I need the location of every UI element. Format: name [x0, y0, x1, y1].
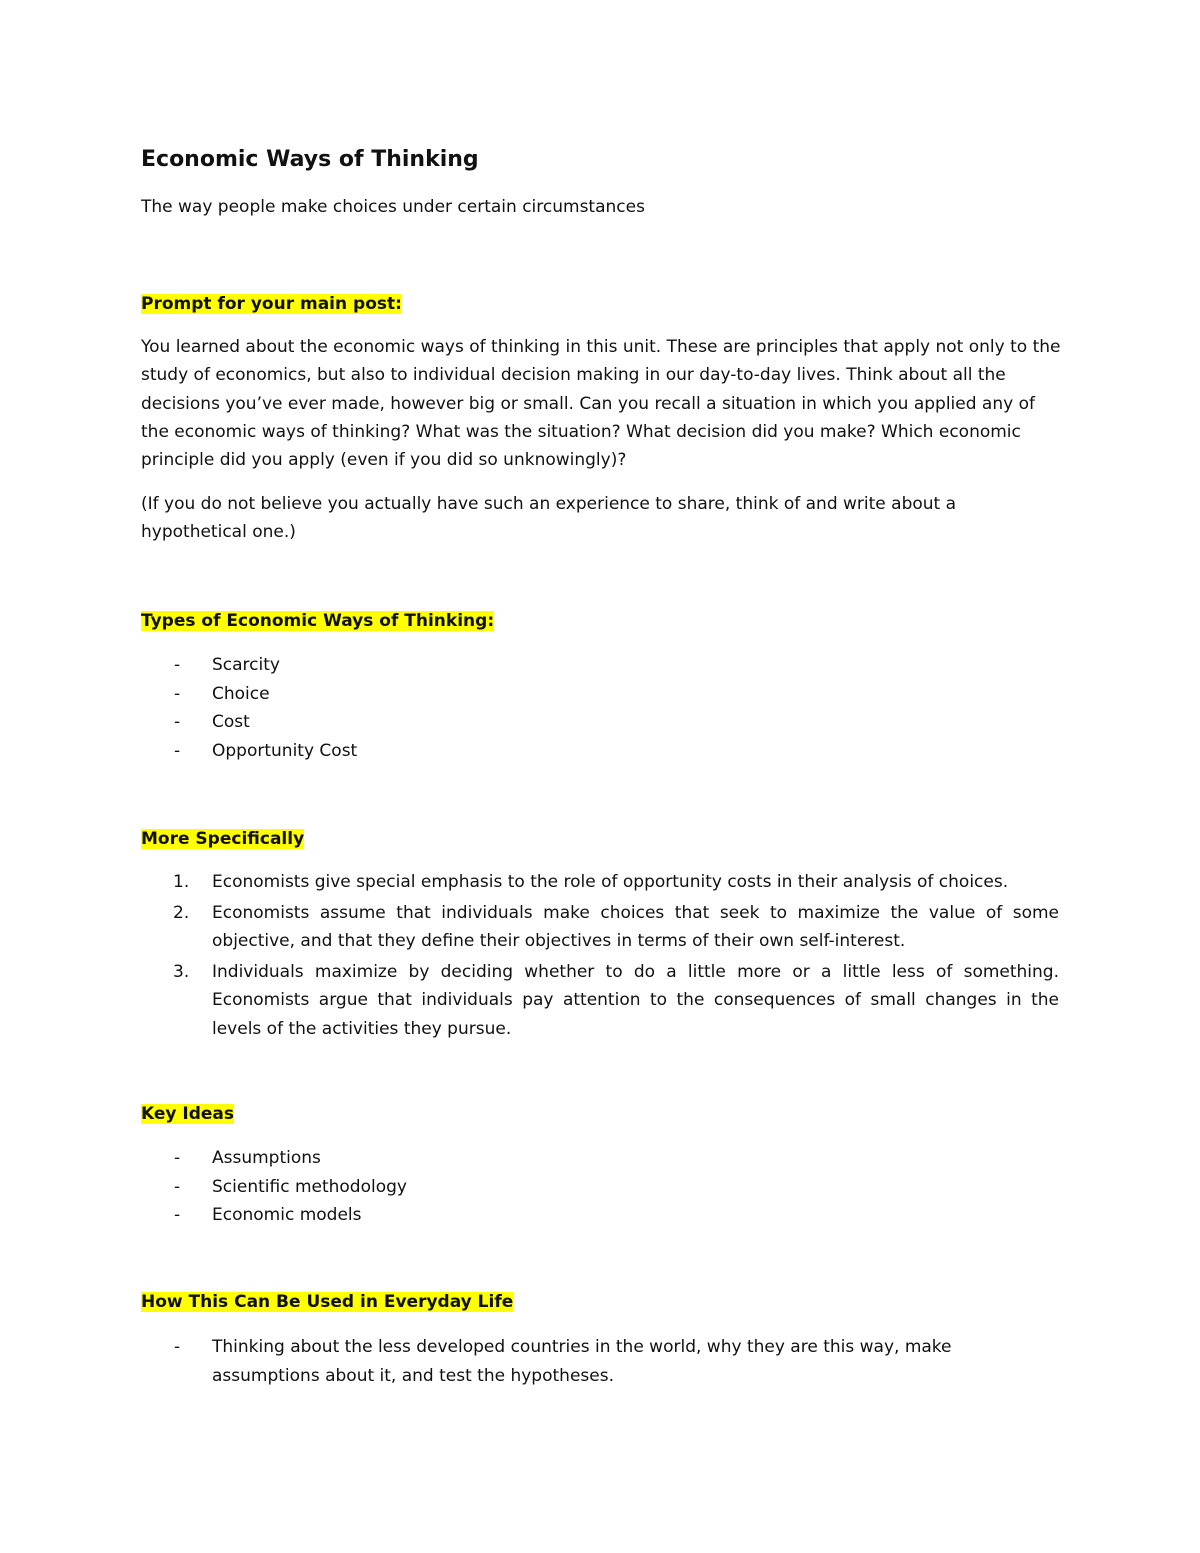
list-item-text: Assumptions — [212, 1148, 321, 1168]
list-item — [141, 651, 357, 680]
list-item-text: Opportunity Cost — [212, 740, 358, 761]
dash-marker: - — [174, 1148, 181, 1168]
dash-marker: - — [174, 1176, 181, 1197]
number-marker: 2. — [173, 902, 190, 923]
list-item — [141, 1173, 407, 1202]
types-heading-text: Types of Economic Ways of Thinking: — [141, 611, 495, 631]
list-item — [141, 958, 1059, 1044]
list-item-text: Individuals maximize by deciding whether to do a little more or a little less of something. Economists argue that individuals pay attention to the consequences of small changes in the levels of the activities they pursue. — [212, 961, 1059, 1039]
list-item — [141, 899, 1059, 956]
page-subtitle: The way people make choices under certain circumstances — [141, 197, 645, 217]
everyday-heading — [141, 1288, 513, 1316]
list-item-text: Economic models — [212, 1205, 362, 1225]
list-item-text: Economists assume that individuals make choices that seek to maximize the value of some objective, and that they define their objectives in terms of their own self-interest. — [212, 902, 1059, 951]
number-marker: 1. — [173, 872, 190, 892]
specifically-list — [141, 868, 1059, 1043]
list-item — [141, 1201, 407, 1230]
everyday-list — [141, 1333, 1001, 1390]
dash-marker: - — [174, 1205, 181, 1225]
list-item — [141, 868, 1059, 897]
types-list — [141, 651, 357, 765]
number-marker: 3. — [173, 961, 190, 982]
key-ideas-heading-text: Key Ideas — [141, 1104, 235, 1124]
dash-marker: - — [174, 683, 181, 704]
list-item-text: Choice — [212, 683, 270, 704]
list-item — [141, 1144, 407, 1173]
list-item-text: Cost — [212, 712, 250, 732]
dash-marker: - — [174, 655, 181, 675]
dash-marker: - — [174, 740, 181, 761]
prompt-paragraph-2: (If you do not believe you actually have such an experience to share, think of and write about a hypothetical one.) — [141, 494, 957, 543]
list-item — [141, 708, 357, 737]
types-heading — [141, 607, 494, 635]
page-title: Economic Ways of Thinking — [141, 147, 479, 172]
prompt-heading — [141, 290, 402, 318]
specifically-heading-text: More Specifically — [141, 829, 305, 849]
list-item — [141, 680, 357, 709]
prompt-heading-text: Prompt for your main post: — [141, 294, 402, 314]
list-item-text: Scientific methodology — [212, 1176, 407, 1197]
dash-marker: - — [174, 1337, 181, 1357]
prompt-paragraph-1: You learned about the economic ways of thinking in this unit. These are principles that apply not only to the study of economics, but also to individual decision making in our day-to-day lives. Think about all the decisions you’ve ever made, however big or small. Can you recall a situation in which you applied any of the economic ways of thinking? What was the situation? What decision did you make? Which economic principle did you apply (even if you did so unknowingly)? — [141, 337, 1061, 471]
list-item-text: Scarcity — [212, 655, 280, 675]
specifically-heading — [141, 825, 304, 853]
everyday-heading-text: How This Can Be Used in Everyday Life — [141, 1292, 514, 1312]
list-item — [141, 1333, 1001, 1390]
key-ideas-list — [141, 1144, 407, 1230]
dash-marker: - — [174, 712, 181, 732]
list-item-text: Thinking about the less developed countries in the world, why they are this way, make assumptions about it, and test the hypotheses. — [212, 1337, 952, 1386]
key-ideas-heading — [141, 1100, 234, 1128]
list-item-text: Economists give special emphasis to the role of opportunity costs in their analysis of choices. — [212, 872, 1009, 892]
list-item — [141, 737, 357, 766]
